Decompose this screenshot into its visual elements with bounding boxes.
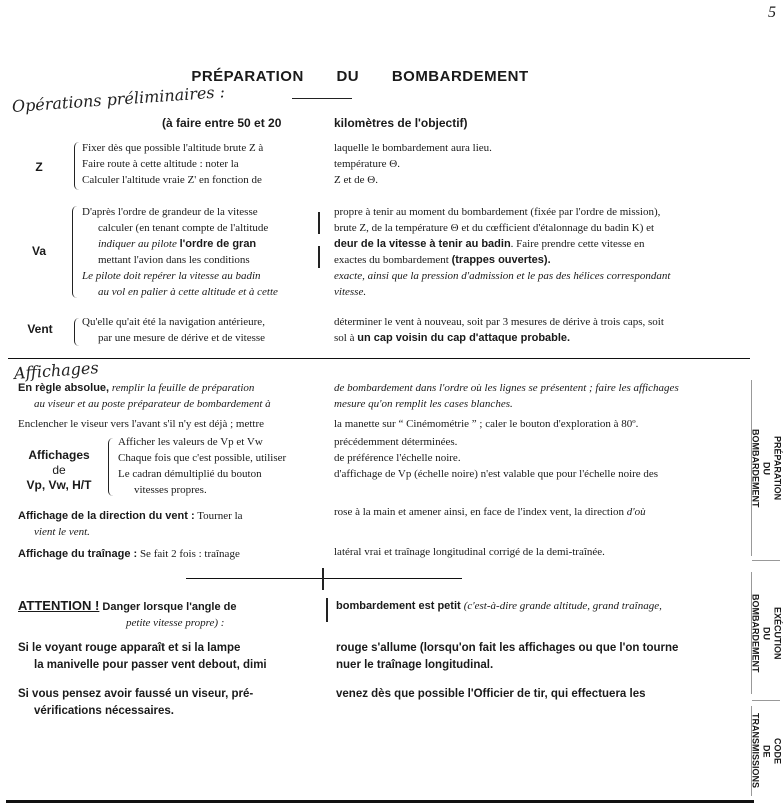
vpvw-left-text: Afficher les valeurs de Vp et Vw Chaque fois que c'est possible, utiliser Le cadran démultiplié du bouton vitesses propres.: [118, 436, 287, 496]
direction-right-text: rose à la main et amener ainsi, en face de l'index vent, la direction d'où: [334, 506, 646, 518]
vent-right-text: déterminer le vent à nouveau, soit par 3 mesures de dérive à trois caps, soit sol à un cap voisin du cap d'attaque probable.: [334, 316, 664, 344]
handwritten-note-affichages: Affichages: [13, 358, 100, 383]
va-left-text: D'après l'ordre de grandeur de la vitesse calculer (en tenant compte de l'altitude indiquer au pilote l'ordre de gran mettant l'avion dans les conditions Le pilote doit repérer la vitesse au badin au vol en palier à cette altitude et à cette: [82, 206, 278, 298]
va-right-text: propre à tenir au moment du bombardement (fixée par l'ordre de mission), brute Z, de la température Θ et du cœfficient d'étalonnage du badin K) et deur de la vitesse à tenir au badin. Faire prendre cette vitesse en exactes du bombardement (trappes ouvertes). exacte, ainsi que la pression d'admission et le pas des hélices correspondant vitesse.: [334, 206, 671, 298]
direction-left-text: Affichage de la direction du vent : Tourner la vient le vent.: [18, 510, 243, 538]
fausse-left-text: Si vous pensez avoir faussé un viseur, pré- vérifications nécessaires.: [18, 688, 254, 717]
label-vent: Vent: [27, 322, 53, 336]
margin-mark: [318, 246, 320, 268]
side-tab-code: CODE DE TRANSMISSIONS: [751, 706, 780, 796]
z-right-text: laquelle le bombardement aura lieu. température Θ. Z et de Θ.: [334, 142, 492, 186]
enclencher-left-text: Enclencher le viseur vers l'avant s'il n'y est déjà ; mettre: [18, 418, 265, 430]
regle-right-text: de bombardement dans l'ordre où les lignes se présentent ; faire les affichages mesure qu'on remplit les cases blanches.: [334, 382, 679, 410]
prelim-subtitle-right: kilomètres de l'objectif): [334, 116, 468, 130]
margin-mark: [322, 568, 324, 590]
handwritten-note-preliminaires: Opérations préliminaires :: [11, 82, 226, 116]
title-underline: [292, 98, 352, 99]
page-number: 5: [768, 4, 776, 21]
side-tab-divider: [752, 700, 780, 701]
enclencher-right-text: la manette sur “ Cinémométrie ” ; caler le bouton d'exploration à 80º.: [334, 418, 639, 430]
margin-mark: [318, 212, 320, 234]
side-tab-execution: EXÉCUTION DU BOMBARDEMENT: [751, 572, 780, 694]
z-left-text: Fixer dès que possible l'altitude brute Z à Faire route à cette altitude : noter la Calculer l'altitude vraie Z' en fonction de: [82, 142, 264, 186]
regle-left-text: En règle absolue, remplir la feuille de préparation au viseur et au poste préparateur de bombardement à: [18, 382, 271, 410]
label-affichages-vp-vw: Affichages de Vp, Vw, H/T: [26, 448, 92, 492]
bottom-border: [6, 800, 754, 803]
attention-left-text: ATTENTION ! Danger lorsque l'angle de petite vitesse propre) :: [18, 598, 237, 629]
trainage-right-text: latéral vrai et traînage longitudinal corrigé de la demi-traînée.: [334, 546, 605, 558]
trainage-left-text: Affichage du traînage : Se fait 2 fois : traînage: [18, 548, 240, 560]
label-z: Z: [35, 160, 43, 174]
margin-mark: [326, 598, 328, 622]
voyant-left-text: Si le voyant rouge apparaît et si la lampe la manivelle pour passer vent debout, dimi: [18, 642, 267, 671]
page-title: PRÉPARATION DU BOMBARDEMENT: [191, 68, 529, 85]
side-tab-divider: [752, 560, 780, 561]
vent-left-text: Qu'elle qu'ait été la navigation antérieure, par une mesure de dérive et de vitesse: [82, 316, 266, 344]
section-divider-short: [186, 578, 462, 579]
side-tab-preparation: PRÉPARATION DU BOMBARDEMENT: [751, 380, 780, 556]
brace-z: [74, 142, 79, 190]
brace-vent: [74, 318, 79, 346]
attention-right-text: bombardement est petit (c'est-à-dire grande altitude, grand traînage,: [336, 600, 662, 612]
section-divider: [8, 358, 750, 359]
voyant-right-text: rouge s'allume (lorsqu'on fait les affichages ou que l'on tourne nuer le traînage longitudinal.: [336, 642, 679, 671]
vpvw-right-text: précédemment déterminées. de préférence l'échelle noire. d'affichage de Vp (échelle noire) n'est valable que pour l'échelle noire des: [334, 436, 659, 480]
label-va: Va: [31, 244, 46, 258]
brace-vpvw: [108, 438, 113, 496]
fausse-right-text: venez dès que possible l'Officier de tir, qui effectuera les: [336, 688, 646, 700]
prelim-subtitle-left: (à faire entre 50 et 20: [162, 116, 282, 130]
brace-va: [72, 206, 77, 298]
